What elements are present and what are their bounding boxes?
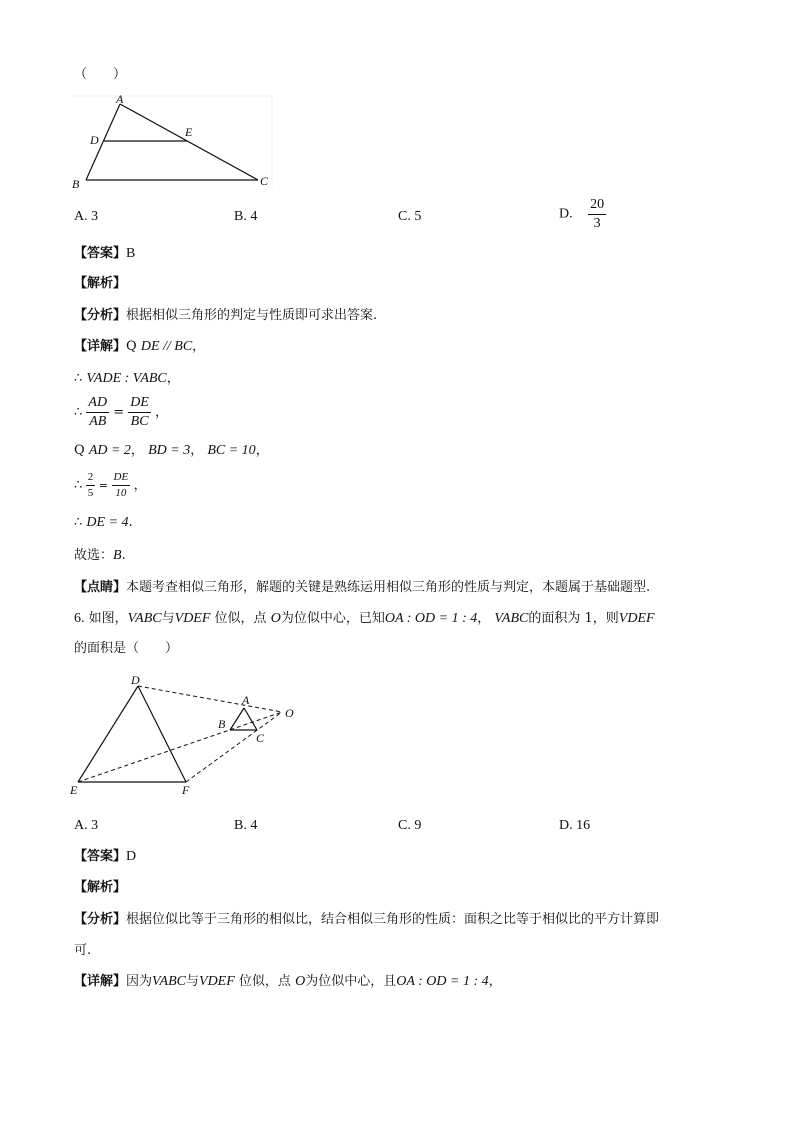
q6-option-d: D. 16 <box>559 818 591 833</box>
q5-fenxi-tag: 【分析】 <box>74 308 127 323</box>
q6-answer <box>74 850 136 864</box>
q6-detail-ratio: OA : OD = 1 : 4 <box>396 974 489 989</box>
q5-choice-prefix: 故选： <box>74 548 114 563</box>
q6-detail <box>74 975 502 989</box>
q5-dianjing-text: 本题考查相似三角形，解题的关键是熟练运用相似三角形的性质与判定，本题属于基础题型. <box>126 580 651 595</box>
q6-side-ab <box>230 708 244 730</box>
q5-dianjing <box>74 581 650 594</box>
q5-choice <box>74 549 126 563</box>
q6-xiangjie-tag: 【详解】 <box>74 974 127 989</box>
q6-stem-part6: 为位似中心，已知 <box>280 611 385 626</box>
q5-option-b: B. 4 <box>234 209 258 224</box>
q6-stem-line1 <box>74 612 655 626</box>
q6-label-e: E <box>70 783 78 797</box>
q5-label-d: D <box>90 133 99 147</box>
q5-line3-eq: = <box>113 405 125 420</box>
q6-stem-part2: 与 <box>161 611 175 626</box>
q6-ray-od <box>138 686 282 712</box>
q5-line3-frac1-num: AD <box>86 396 109 413</box>
q5-detail-line1 <box>74 340 205 354</box>
q6-fenxi-line2: 可. <box>74 943 92 958</box>
q5-line1-prefix: Q <box>126 339 137 354</box>
q5-option-c: C. 5 <box>398 209 422 224</box>
q5-side-ac <box>120 104 258 180</box>
q5-line4-bc: BC = 10 <box>207 443 256 458</box>
q6-detail-def: VDEF <box>199 974 235 989</box>
q5-answer-tag: 【答案】 <box>74 246 127 261</box>
q6-detail-part4: 位似，点 <box>238 974 291 989</box>
q6-detail-part2: 与 <box>186 974 200 989</box>
q6-stem-def: VDEF <box>174 611 211 626</box>
q5-figure-triangle <box>68 90 278 190</box>
q5-detail-line3 <box>74 396 168 429</box>
q5-line2-suffix: ， <box>166 371 180 386</box>
q5-option-d-den: 3 <box>593 216 601 231</box>
q5-option-d-prefix: D. <box>559 206 573 222</box>
q6-detail-o: O <box>295 974 306 989</box>
q5-line6-prefix: ∴ <box>74 515 83 530</box>
q6-label-d: D <box>131 673 140 687</box>
q6-detail-abc: VABC <box>152 974 186 989</box>
q6-stem-ratio: OA : OD = 1 : 4 <box>384 611 478 626</box>
q5-label-e: E <box>185 125 193 139</box>
q6-side-ac <box>244 708 257 730</box>
q5-detail-line6 <box>74 516 133 530</box>
q6-label-a: A <box>242 693 250 707</box>
q5-line5-frac1-den: 5 <box>87 487 94 499</box>
q6-answer-tag: 【答案】 <box>74 849 127 864</box>
q6-label-o: O <box>285 706 294 720</box>
q6-fenxi <box>74 913 659 926</box>
q6-label-b: B <box>218 717 226 731</box>
q5-fenxi-text: 根据相似三角形的判定与性质即可求出答案. <box>126 308 378 323</box>
q6-ray-of <box>186 712 282 782</box>
q6-number: 6. <box>74 611 85 626</box>
q5-line5-frac2-den: 10 <box>115 487 127 499</box>
q5-detail-line5 <box>74 472 147 499</box>
q5-line1-math: DE // BC <box>140 339 193 354</box>
q6-side-de <box>78 686 138 782</box>
q6-stem-def2: VDEF <box>618 611 655 626</box>
q5-answer-value: B <box>126 246 136 261</box>
q5-dianjing-tag: 【点睛】 <box>74 580 127 595</box>
q5-line1-suffix: ， <box>192 339 206 354</box>
q5-line4-suffix: ， <box>255 443 269 458</box>
q5-line5-eq: = <box>98 479 108 492</box>
q5-line4-sep2: ， <box>190 443 204 458</box>
q6-fenxi-line1: 根据位似比等于三角形的相似比，结合相似三角形的性质：面积之比等于相似比的平方计算即 <box>126 912 660 927</box>
q6-detail-part8: ， <box>488 974 502 989</box>
q5-line3-frac1-den: AB <box>89 414 107 429</box>
q6-stem-part8: ， <box>477 611 491 626</box>
q5-line4-prefix: Q <box>74 443 85 458</box>
q5-line5-frac2 <box>112 472 131 499</box>
q6-answer-value: D <box>126 849 137 864</box>
q5-detail-line4 <box>74 444 269 458</box>
q5-line4-ad: AD = 2 <box>88 443 131 458</box>
q6-stem-abc2: VABC <box>494 611 529 626</box>
q6-stem-o: O <box>270 611 281 626</box>
q5-label-a: A <box>116 92 124 106</box>
q6-stem-line2: 的面积是（ ） <box>74 641 179 656</box>
q6-detail-part0: 因为 <box>126 974 153 989</box>
q5-label-b: B <box>72 177 80 190</box>
q5-option-d <box>559 198 606 231</box>
q5-line5-frac2-num: DE <box>112 472 131 486</box>
q5-line3-frac2 <box>128 396 151 429</box>
q6-stem-part0: 如图， <box>88 611 128 626</box>
q5-answer <box>74 247 135 261</box>
q5-label-c: C <box>260 174 269 188</box>
q5-line6-math: DE = 4 <box>86 515 129 530</box>
q6-stem-abc: VABC <box>127 611 162 626</box>
q6-option-c: C. 9 <box>398 818 422 833</box>
q5-line4-sep1: ， <box>130 443 144 458</box>
q5-line5-suffix: ， <box>133 478 147 493</box>
q6-fenxi-tag: 【分析】 <box>74 912 127 927</box>
q6-analysis-tag: 【解析】 <box>74 880 127 895</box>
q5-line6-suffix: . <box>128 515 133 530</box>
q5-line2-prefix: ∴ <box>74 371 83 386</box>
q5-line3-prefix: ∴ <box>74 405 83 420</box>
q6-label-c: C <box>256 731 265 745</box>
q6-stem-part4: 位似，点 <box>214 611 267 626</box>
q5-option-d-num: 20 <box>588 198 606 215</box>
q5-xiangjie-tag: 【详解】 <box>74 339 127 354</box>
q5-option-d-fraction <box>588 198 606 231</box>
q6-figure-homothety <box>66 672 306 802</box>
q5-line3-suffix: ， <box>155 405 169 420</box>
q6-option-a: A. 3 <box>74 818 99 833</box>
q5-line3-frac2-den: BC <box>130 414 149 429</box>
q5-line5-frac1 <box>86 472 96 499</box>
q5-choice-value: B <box>113 548 122 563</box>
q6-stem-part10: 的面积为 1，则 <box>528 611 619 626</box>
q6-label-f: F <box>182 783 190 797</box>
q5-choice-suffix: . <box>121 548 126 563</box>
q6-detail-part6: 为位似中心，且 <box>305 974 397 989</box>
q5-line3-frac2-num: DE <box>128 396 151 413</box>
q5-detail-line2 <box>74 372 180 386</box>
q5-line2-math: VADE : VABC <box>86 371 167 386</box>
q6-ray-oe <box>78 712 282 782</box>
q5-analysis-tag: 【解析】 <box>74 276 127 291</box>
q5-line5-prefix: ∴ <box>74 478 83 493</box>
q5-fenxi <box>74 309 377 322</box>
q5-line5-frac1-num: 2 <box>86 472 96 486</box>
q5-option-a: A. 3 <box>74 209 99 224</box>
q5-line4-bd: BD = 3 <box>148 443 191 458</box>
q5-line3-frac1 <box>86 396 109 429</box>
q5-answer-bracket: （ ） <box>74 67 127 82</box>
q6-side-df <box>138 686 186 782</box>
q6-option-b: B. 4 <box>234 818 258 833</box>
